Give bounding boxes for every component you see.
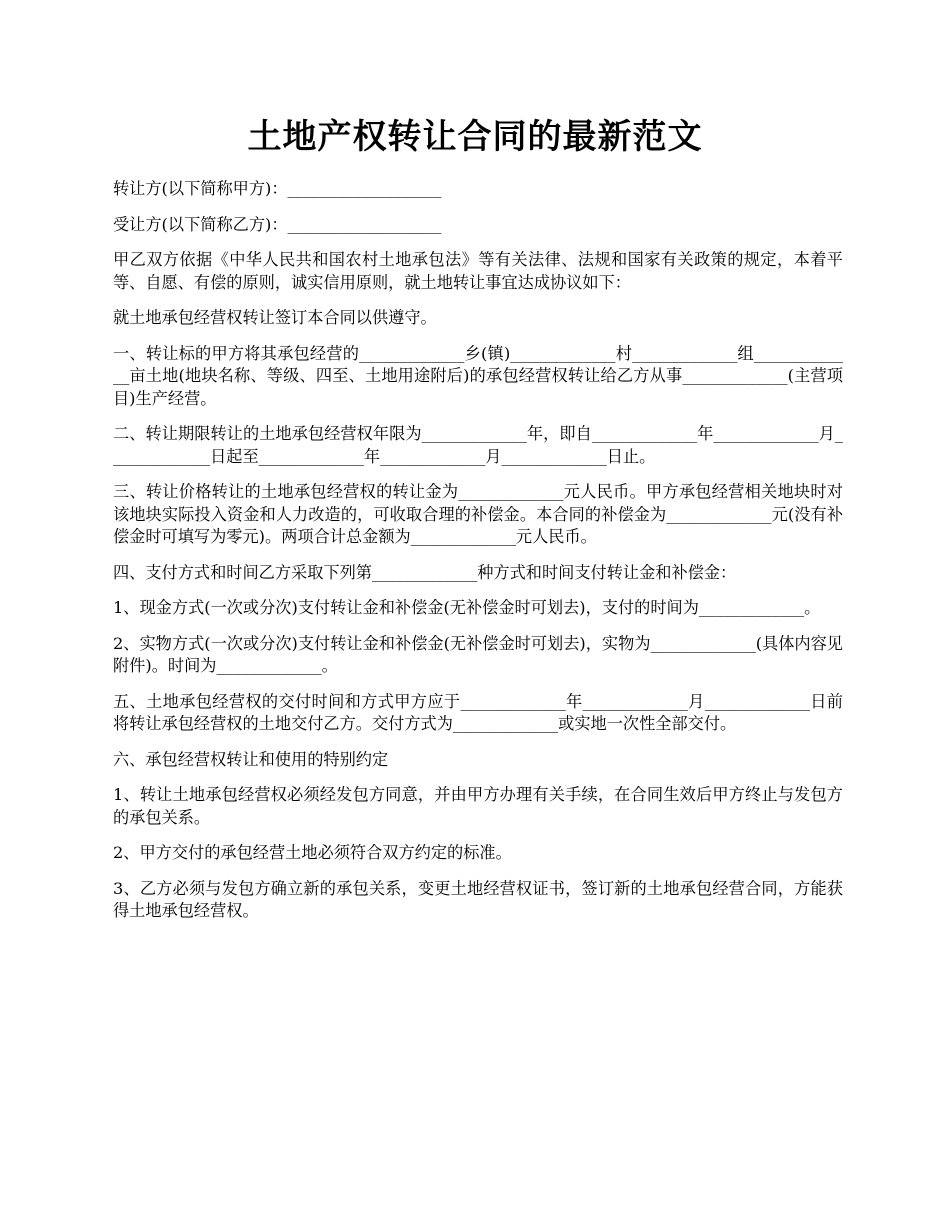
preamble-paragraph: 甲乙双方依据《中华人民共和国农村土地承包法》等有关法律、法规和国家有关政策的规定，本着平等、自愿、有偿的原则，诚实信用原则，就土地转让事宜达成协议如下： (113, 250, 843, 292)
clause-6-item-3: 3、乙方必须与发包方确立新的承包关系，变更土地经营权证书，签订新的土地承包经营合同，方能获得土地承包经营权。 (113, 878, 843, 920)
clause-6-item-1: 1、转让土地承包经营权必须经发包方同意，并由甲方办理有关手续，在合同生效后甲方终止与发包方的承包关系。 (113, 785, 843, 827)
clause-2-term: 二、转让期限转让的土地承包经营权年限为_____________年，即自_____________年_____________月_____________日起至_____________年_____________月_____________日止。 (113, 424, 843, 466)
party-a-line: 转让方(以下简称甲方)：___________________ (113, 179, 442, 198)
document-body (113, 178, 843, 936)
clause-4-option-1: 1、现金方式(一次或分次)支付转让金和补偿金(无补偿金时可划去)，支付的时间为_____________。 (113, 598, 821, 617)
clause-6-item-2: 2、甲方交付的承包经营土地必须符合双方约定的标准。 (113, 843, 512, 862)
party-b-line: 受让方(以下简称乙方)：___________________ (113, 214, 442, 234)
purpose-paragraph: 就土地承包经营权转让签订本合同以供遵守。 (113, 308, 437, 327)
clause-1-subject: 一、转让标的甲方将其承包经营的_____________乡(镇)_____________村_____________组_____________亩土地(地块名称、等级、四至、土地用途附后)的承包经营权转让给乙方从事_____________(主营项目)生产经营。 (113, 343, 843, 408)
clause-5-delivery: 五、土地承包经营权的交付时间和方式甲方应于_____________年_____________月_____________日前将转让承包经营权的土地交付乙方。交付方式为_____________或实地一次性全部交付。 (113, 691, 843, 733)
clause-6-heading: 六、承包经营权转让和使用的特别约定 (113, 749, 389, 769)
document-title: 土地产权转让合同的最新范文 (247, 117, 703, 157)
clause-4-option-2: 2、实物方式(一次或分次)支付转让金和补偿金(无补偿金时可划去)，实物为_____________(具体内容见附件)。时间为_____________。 (113, 633, 843, 675)
clause-4-payment: 四、支付方式和时间乙方采取下列第_____________种方式和时间支付转让金和补偿金： (113, 562, 737, 582)
clause-3-price: 三、转让价格转让的土地承包经营权的转让金为_____________元人民币。甲方承包经营相关地块时对该地块实际投入资金和人力改造的，可收取合理的补偿金。本合同的补偿金为_____________元(没有补偿金时可填写为零元)。两项合计总金额为_____________元人民币。 (113, 482, 843, 546)
